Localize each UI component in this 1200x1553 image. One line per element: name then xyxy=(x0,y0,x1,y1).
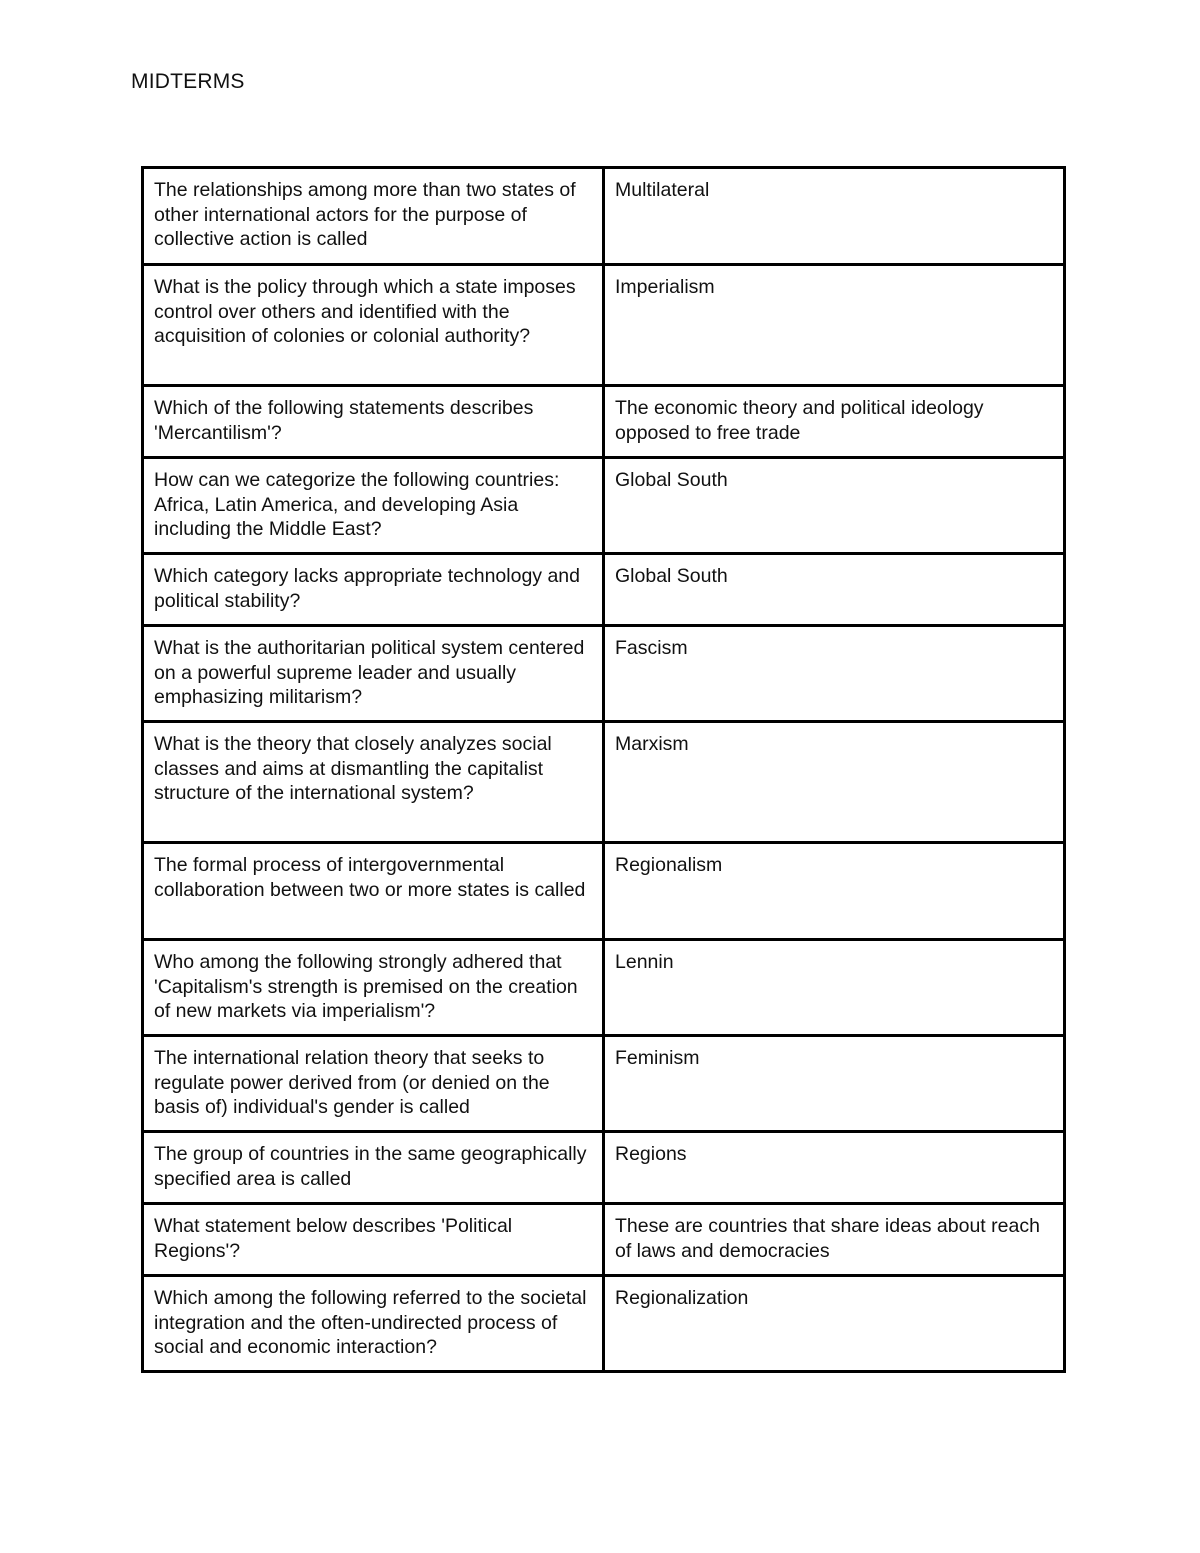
question-cell: Which category lacks appropriate technology and political stability? xyxy=(143,554,604,626)
question-cell: Who among the following strongly adhered that 'Capitalism's strength is premised on the creation of new markets via imperialism'? xyxy=(143,940,604,1036)
answer-cell: These are countries that share ideas about reach of laws and democracies xyxy=(604,1204,1065,1276)
question-cell: Which among the following referred to the societal integration and the often-undirected process of social and economic interaction? xyxy=(143,1276,604,1372)
answer-cell: Marxism xyxy=(604,722,1065,843)
table-row xyxy=(143,1276,1065,1372)
table-row xyxy=(143,458,1065,554)
table-row xyxy=(143,386,1065,458)
question-cell: The international relation theory that seeks to regulate power derived from (or denied on the basis of) individual's gender is called xyxy=(143,1036,604,1132)
question-cell: The group of countries in the same geographically specified area is called xyxy=(143,1132,604,1204)
question-cell: What statement below describes 'Political Regions'? xyxy=(143,1204,604,1276)
question-cell: What is the policy through which a state imposes control over others and identified with the acquisition of colonies or colonial authority? xyxy=(143,265,604,386)
answer-cell: Regions xyxy=(604,1132,1065,1204)
qa-table xyxy=(141,166,1066,1373)
answer-cell: Imperialism xyxy=(604,265,1065,386)
document-title: MIDTERMS xyxy=(131,70,245,93)
answer-cell: Regionalism xyxy=(604,843,1065,940)
answer-cell: The economic theory and political ideology opposed to free trade xyxy=(604,386,1065,458)
table-row xyxy=(143,626,1065,722)
table-row xyxy=(143,265,1065,386)
question-cell: The formal process of intergovernmental collaboration between two or more states is called xyxy=(143,843,604,940)
table-row xyxy=(143,722,1065,843)
table-row xyxy=(143,168,1065,265)
question-cell: What is the authoritarian political system centered on a powerful supreme leader and usually emphasizing militarism? xyxy=(143,626,604,722)
table-row xyxy=(143,940,1065,1036)
answer-cell: Lennin xyxy=(604,940,1065,1036)
question-cell: How can we categorize the following countries: Africa, Latin America, and developing Asia including the Middle East? xyxy=(143,458,604,554)
answer-cell: Regionalization xyxy=(604,1276,1065,1372)
question-cell: The relationships among more than two states of other international actors for the purpose of collective action is called xyxy=(143,168,604,265)
answer-cell: Fascism xyxy=(604,626,1065,722)
table-row xyxy=(143,554,1065,626)
question-cell: What is the theory that closely analyzes social classes and aims at dismantling the capitalist structure of the international system? xyxy=(143,722,604,843)
answer-cell: Global South xyxy=(604,554,1065,626)
question-cell: Which of the following statements describes 'Mercantilism'? xyxy=(143,386,604,458)
table-row xyxy=(143,1204,1065,1276)
table-row xyxy=(143,1132,1065,1204)
answer-cell: Global South xyxy=(604,458,1065,554)
answer-cell: Feminism xyxy=(604,1036,1065,1132)
answer-cell: Multilateral xyxy=(604,168,1065,265)
table-row xyxy=(143,1036,1065,1132)
table-row xyxy=(143,843,1065,940)
